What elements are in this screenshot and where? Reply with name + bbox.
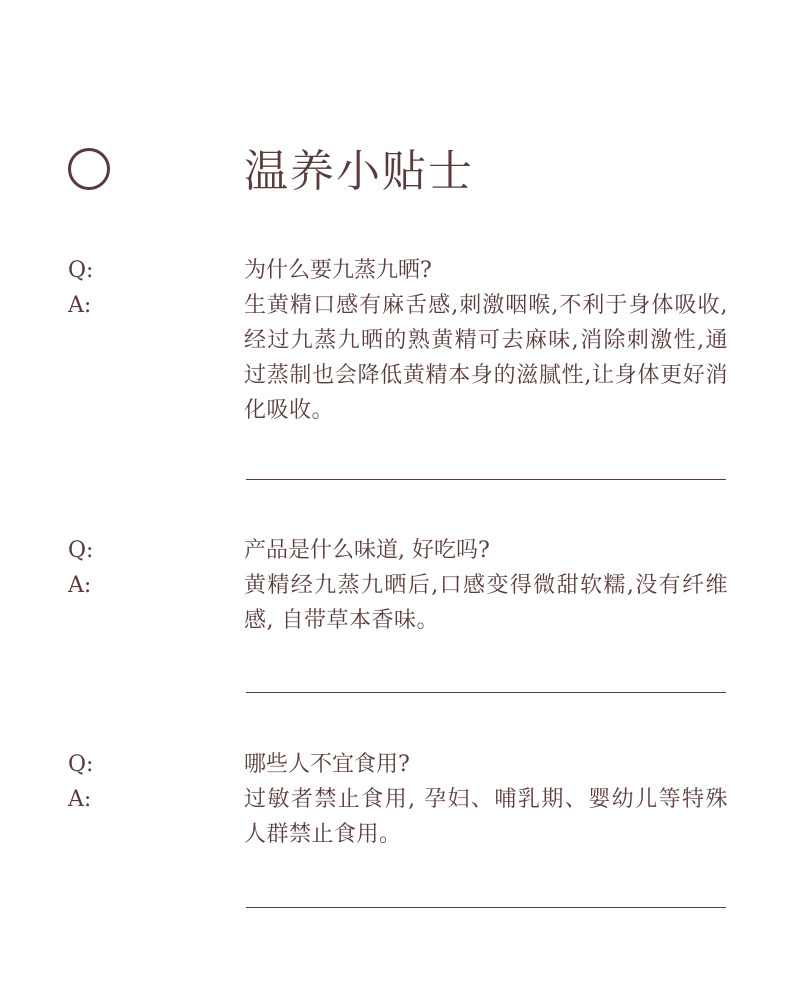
- qa-item-3: [0, 747, 790, 852]
- page-title: 温养小贴士: [244, 146, 474, 197]
- answer-label: A:: [68, 293, 92, 318]
- answer-row: [0, 782, 790, 852]
- answer-text: 黄精经九蒸九晒后,口感变得微甜软糯,没有纤维感, 自带草本香味。: [244, 573, 728, 633]
- divider: [246, 907, 726, 908]
- qa-item-2: [0, 533, 790, 638]
- question-text: 产品是什么味道, 好吃吗?: [244, 538, 490, 563]
- answer-label: A:: [68, 573, 92, 598]
- question-label: Q:: [68, 752, 94, 777]
- answer-row: [0, 568, 790, 638]
- answer-text: 生黄精口感有麻舌感,刺激咽喉,不利于身体吸收,经过九蒸九晒的熟黄精可去麻味,消除刺激性,通过蒸制也会降低黄精本身的滋腻性,让身体更好消化吸收。: [244, 293, 728, 423]
- question-row: [0, 747, 790, 782]
- divider: [246, 692, 726, 693]
- answer-label: A:: [68, 787, 92, 812]
- answer-row: [0, 288, 790, 428]
- question-label: Q:: [68, 538, 94, 563]
- divider: [246, 479, 726, 480]
- question-label: Q:: [68, 258, 94, 283]
- question-row: [0, 253, 790, 288]
- circle-icon: [68, 148, 110, 190]
- question-text: 哪些人不宜食用?: [244, 752, 410, 777]
- question-row: [0, 533, 790, 568]
- question-text: 为什么要九蒸九晒?: [244, 258, 432, 283]
- qa-item-1: [0, 253, 790, 428]
- answer-text: 过敏者禁止食用, 孕妇、哺乳期、婴幼儿等特殊人群禁止食用。: [244, 787, 728, 847]
